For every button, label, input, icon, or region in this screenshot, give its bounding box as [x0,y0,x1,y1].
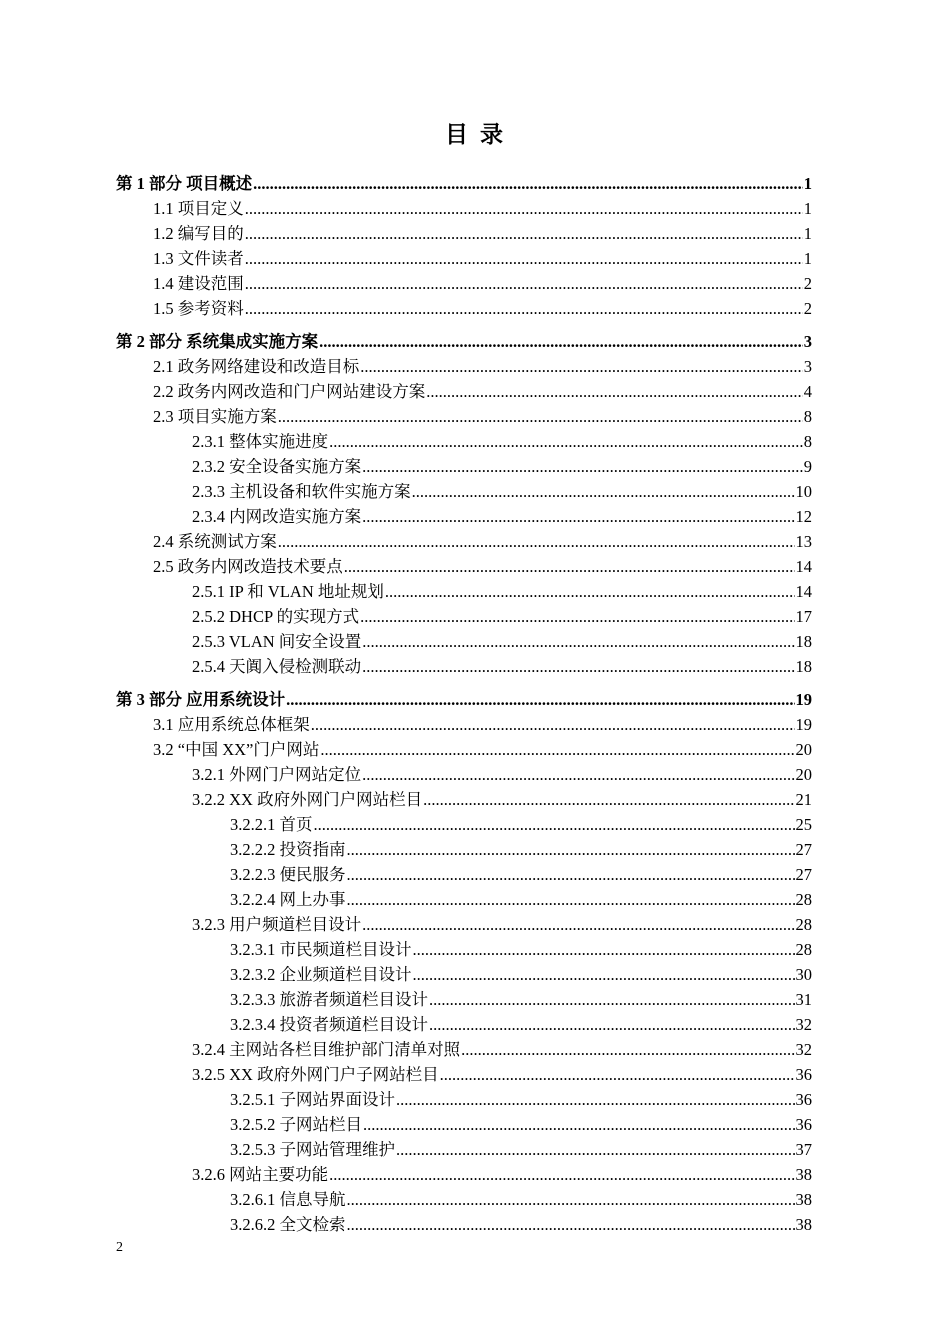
toc-entry-label: 3.2.2.2 投资指南 [230,840,346,859]
toc-entry[interactable] [153,244,812,269]
toc-leader-dots [440,1065,795,1085]
toc-entry-label: 3.2.2 XX 政府外网门户网站栏目 [192,790,423,809]
toc-entry-label: 第 1 部分 项目概述 [116,174,253,193]
toc-leader-dots [329,1165,794,1185]
toc-leader-dots [360,357,803,377]
toc-entry-page: 28 [795,890,812,909]
toc-entry-label: 3.2.2.1 首页 [230,815,313,834]
toc-entry[interactable] [153,269,812,294]
toc-entry[interactable] [192,760,812,785]
toc-entry[interactable] [192,652,812,677]
toc-entry-page: 17 [795,607,812,626]
toc-entry[interactable] [230,810,812,835]
toc-entry-page: 36 [795,1090,812,1109]
toc-entry-label: 1.5 参考资料 [153,299,244,318]
toc-entry[interactable] [192,602,812,627]
toc-entry-label: 2.5.1 IP 和 VLAN 地址规划 [192,582,384,601]
toc-entry-label: 3.1 应用系统总体框架 [153,715,310,734]
toc-entry-label: 3.2.4 主网站各栏目维护部门清单对照 [192,1040,461,1059]
table-of-contents [0,169,950,1235]
toc-entry[interactable] [116,327,812,352]
toc-entry-page: 1 [803,249,812,268]
toc-entry-page: 1 [803,199,812,218]
toc-entry-page: 3 [803,357,812,376]
toc-entry[interactable] [153,194,812,219]
toc-leader-dots [396,1140,795,1160]
toc-entry-label: 3.2.1 外网门户网站定位 [192,765,362,784]
toc-entry-page: 37 [795,1140,812,1159]
toc-entry[interactable] [153,552,812,577]
toc-entry[interactable] [230,1110,812,1135]
toc-leader-dots [362,657,794,677]
toc-entry-page: 38 [795,1190,812,1209]
toc-entry-page: 32 [795,1040,812,1059]
toc-entry-page: 8 [803,407,812,426]
toc-entry-page: 18 [795,657,812,676]
toc-entry-page: 14 [795,557,812,576]
toc-entry-page: 36 [795,1065,812,1084]
toc-entry-label: 2.3.3 主机设备和软件实施方案 [192,482,411,501]
toc-entry[interactable] [116,685,812,710]
toc-entry-page: 32 [795,1015,812,1034]
toc-title: 目 录 [444,122,505,148]
toc-entry-label: 3.2.5.2 子网站栏目 [230,1115,362,1134]
toc-entry[interactable] [230,935,812,960]
toc-entry-page: 2 [803,274,812,293]
toc-entry-page: 13 [795,532,812,551]
toc-leader-dots [362,632,794,652]
toc-leader-dots [347,1190,795,1210]
toc-leader-dots [347,865,795,885]
toc-leader-dots [396,1090,795,1110]
toc-leader-dots [245,274,803,294]
toc-leader-dots [429,990,795,1010]
toc-entry-page: 27 [795,840,812,859]
toc-entry[interactable] [116,169,812,194]
toc-leader-dots [314,815,795,835]
toc-leader-dots [245,199,803,219]
toc-entry-label: 2.5 政务内网改造技术要点 [153,557,343,576]
toc-leader-dots [429,1015,795,1035]
toc-entry[interactable] [230,1010,812,1035]
toc-entry[interactable] [230,835,812,860]
toc-leader-dots [426,382,803,402]
toc-leader-dots [423,790,794,810]
toc-entry-label: 2.3.2 安全设备实施方案 [192,457,362,476]
toc-entry[interactable] [192,502,812,527]
toc-entry[interactable] [153,219,812,244]
toc-leader-dots [412,482,795,502]
toc-entry-page: 25 [795,815,812,834]
toc-entry-label: 2.5.4 天阗入侵检测联动 [192,657,362,676]
toc-entry[interactable] [230,1210,812,1235]
toc-entry[interactable] [192,1160,812,1185]
toc-entry-page: 1 [803,174,812,193]
toc-leader-dots [278,407,803,427]
toc-entry-page: 20 [795,765,812,784]
toc-leader-dots [286,690,794,710]
toc-leader-dots [329,432,803,452]
toc-entry[interactable] [230,985,812,1010]
toc-entry-page: 30 [795,965,812,984]
toc-leader-dots [461,1040,794,1060]
toc-entry[interactable] [192,910,812,935]
toc-entry[interactable] [192,785,812,810]
toc-entry[interactable] [192,1060,812,1085]
toc-entry[interactable] [192,627,812,652]
toc-entry[interactable] [153,294,812,319]
toc-entry-page: 4 [803,382,812,401]
toc-entry-page: 8 [803,432,812,451]
toc-entry[interactable] [153,352,812,377]
toc-entry-page: 31 [795,990,812,1009]
toc-entry-label: 2.4 系统测试方案 [153,532,277,551]
toc-entry-label: 2.1 政务网络建设和改造目标 [153,357,360,376]
toc-entry[interactable] [153,377,812,402]
toc-leader-dots [245,224,803,244]
toc-entry-label: 2.2 政务内网改造和门户网站建设方案 [153,382,426,401]
toc-leader-dots [245,299,803,319]
toc-leader-dots [278,532,795,552]
toc-entry-page: 38 [795,1165,812,1184]
toc-entry-label: 2.3.1 整体实施进度 [192,432,329,451]
toc-leader-dots [385,582,795,602]
toc-entry[interactable] [230,885,812,910]
toc-entry-label: 2.3 项目实施方案 [153,407,277,426]
toc-entry[interactable] [192,477,812,502]
toc-entry-label: 3.2.3.4 投资者频道栏目设计 [230,1015,428,1034]
toc-entry[interactable] [192,577,812,602]
toc-entry-label: 3.2.5.3 子网站管理维护 [230,1140,395,1159]
toc-leader-dots [362,765,794,785]
toc-entry[interactable] [192,452,812,477]
toc-entry-page: 12 [795,507,812,526]
toc-entry[interactable] [230,1185,812,1210]
toc-entry-page: 2 [803,299,812,318]
toc-entry-label: 3.2.2.3 便民服务 [230,865,346,884]
toc-leader-dots [245,249,803,269]
toc-leader-dots [413,940,795,960]
toc-entry-label: 3.2.5 XX 政府外网门户子网站栏目 [192,1065,439,1084]
toc-entry[interactable] [192,1035,812,1060]
toc-entry-label: 3.2.6.1 信息导航 [230,1190,346,1209]
toc-entry-page: 27 [795,865,812,884]
toc-leader-dots [344,557,795,577]
toc-entry-label: 2.5.3 VLAN 间安全设置 [192,632,362,651]
toc-entry-page: 36 [795,1115,812,1134]
toc-entry-page: 28 [795,915,812,934]
toc-entry[interactable] [153,402,812,427]
toc-leader-dots [363,1115,795,1135]
toc-entry-page: 28 [795,940,812,959]
toc-leader-dots [319,332,803,352]
toc-entry[interactable] [192,427,812,452]
toc-entry-page: 10 [795,482,812,501]
toc-entry-page: 14 [795,582,812,601]
toc-leader-dots [413,965,795,985]
toc-entry-label: 2.3.4 内网改造实施方案 [192,507,362,526]
toc-leader-dots [362,507,794,527]
toc-entry[interactable] [153,710,812,735]
toc-entry-label: 1.3 文件读者 [153,249,244,268]
toc-entry-page: 38 [795,1215,812,1234]
toc-entry[interactable] [230,1085,812,1110]
toc-entry-page: 1 [803,224,812,243]
toc-entry[interactable] [153,735,812,760]
toc-entry[interactable] [230,960,812,985]
toc-entry-label: 1.4 建设范围 [153,274,244,293]
toc-leader-dots [362,915,794,935]
toc-entry-page: 18 [795,632,812,651]
toc-entry-label: 1.1 项目定义 [153,199,244,218]
toc-entry-label: 3.2.6.2 全文检索 [230,1215,346,1234]
toc-leader-dots [362,457,803,477]
toc-entry-label: 3.2.3.1 市民频道栏目设计 [230,940,412,959]
toc-entry-page: 20 [795,740,812,759]
page-number: 2 [116,1240,123,1255]
toc-leader-dots [347,890,795,910]
toc-entry-label: 3.2.3.2 企业频道栏目设计 [230,965,412,984]
toc-entry-label: 3.2.2.4 网上办事 [230,890,346,909]
toc-entry-page: 19 [795,690,812,709]
toc-entry-label: 第 3 部分 应用系统设计 [116,690,286,709]
toc-leader-dots [360,607,794,627]
toc-entry-page: 19 [795,715,812,734]
toc-entry-page: 9 [803,457,812,476]
toc-leader-dots [347,840,795,860]
toc-leader-dots [320,740,794,760]
toc-entry-label: 第 2 部分 系统集成实施方案 [116,332,319,351]
toc-entry-label: 3.2.6 网站主要功能 [192,1165,329,1184]
toc-leader-dots [311,715,795,735]
toc-entry-label: 1.2 编写目的 [153,224,244,243]
toc-entry-label: 3.2.3.3 旅游者频道栏目设计 [230,990,428,1009]
toc-leader-dots [253,174,803,194]
toc-entry-page: 21 [795,790,812,809]
toc-entry-label: 3.2 “中国 XX”门户网站 [153,740,320,759]
toc-entry[interactable] [153,527,812,552]
toc-leader-dots [347,1215,795,1235]
toc-entry[interactable] [230,860,812,885]
toc-entry-label: 2.5.2 DHCP 的实现方式 [192,607,360,626]
toc-entry-page: 3 [803,332,812,351]
toc-entry-label: 3.2.5.1 子网站界面设计 [230,1090,395,1109]
toc-entry-label: 3.2.3 用户频道栏目设计 [192,915,362,934]
toc-entry[interactable] [230,1135,812,1160]
